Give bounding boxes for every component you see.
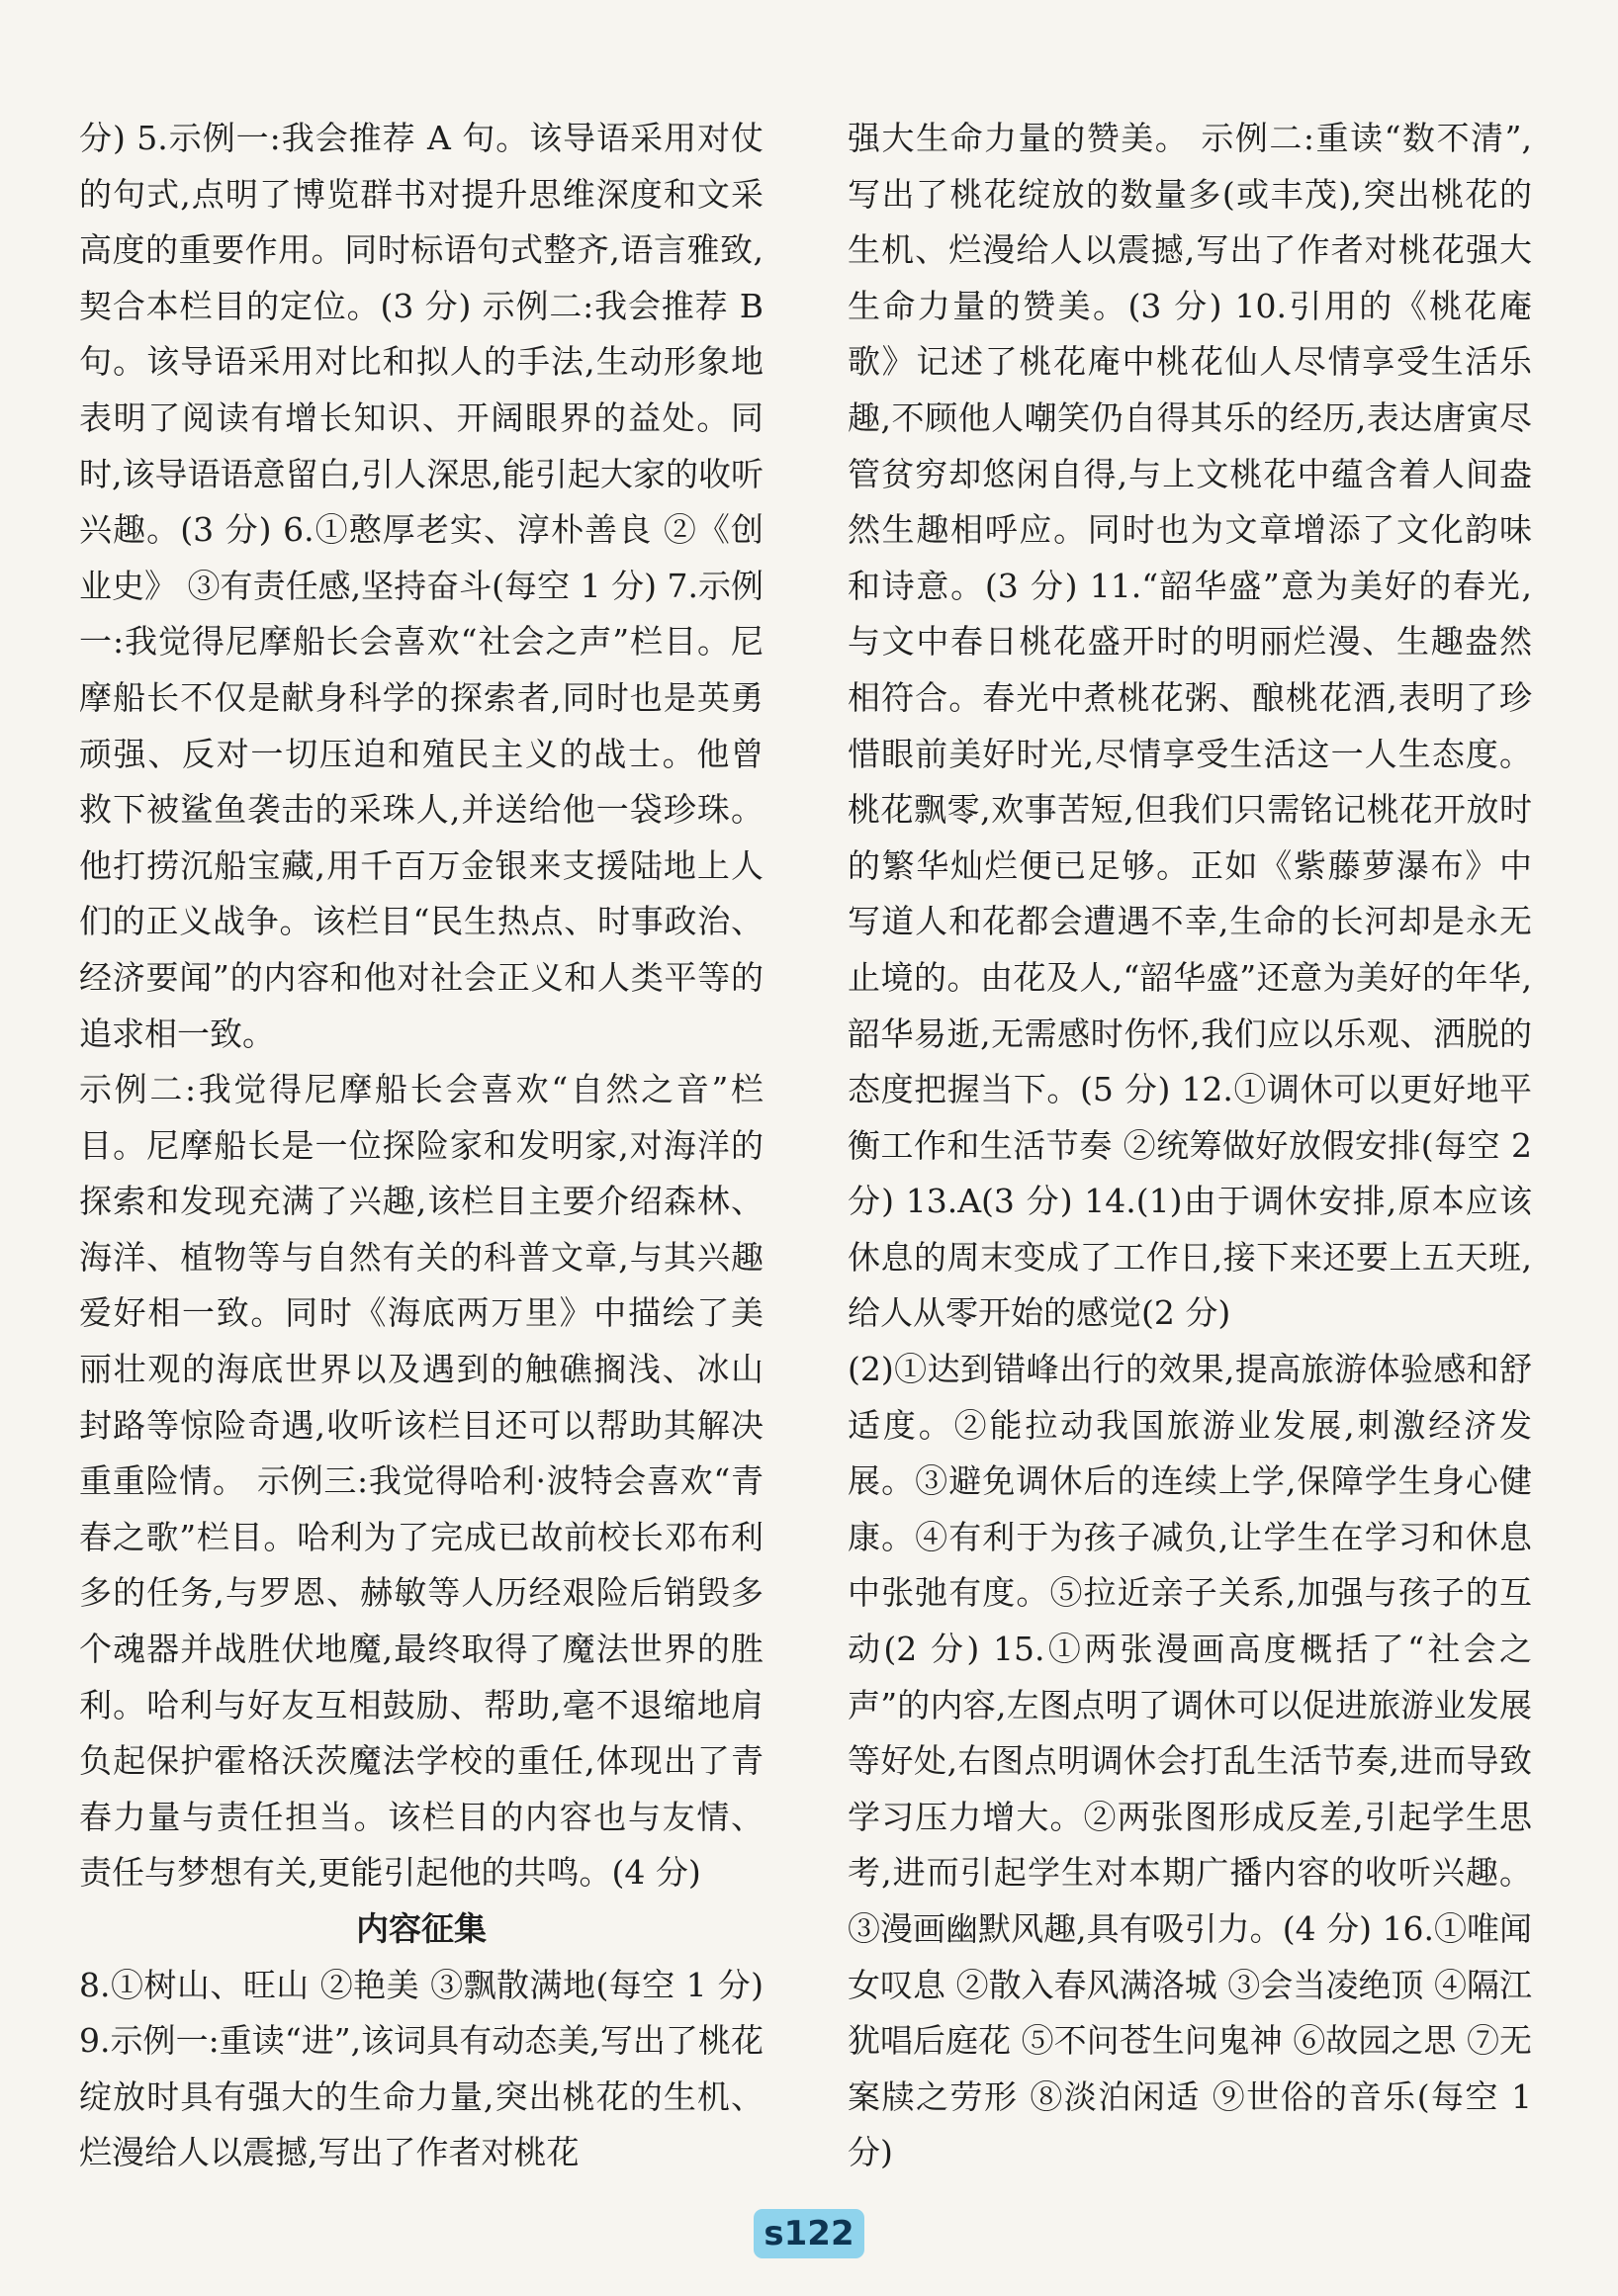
left-column <box>79 111 764 2181</box>
page-number-badge: s122 <box>754 2209 864 2258</box>
left-paragraph-2: 示例二:我觉得尼摩船长会喜欢“自然之音”栏目。尼摩船长是一位探险家和发明家,对海洋的探索和发现充满了兴趣,该栏目主要介绍森林、海洋、植物等与自然有关的科普文章,与其兴趣爱好相一致。同时《海底两万里》中描绘了美丽壮观的海底世界以及遇到的触礁搁浅、冰山封路等惊险奇遇,收听该栏目还可以帮助其解决重重险情。 示例三:我觉得哈利·波特会喜欢“青春之歌”栏目。哈利为了完成已故前校长邓布利多的任务,与罗恩、赫敏等人历经艰险后销毁多个魂器并战胜伏地魔,最终取得了魔法世界的胜利。哈利与好友互相鼓励、帮助,毫不退缩地肩负起保护霍格沃茨魔法学校的重任,体现出了青春力量与责任担当。该栏目的内容也与友情、责任与梦想有关,更能引起他的共鸣。(4 分) <box>79 1070 764 1893</box>
right-paragraph-2: (2)①达到错峰出行的效果,提高旅游体验感和舒适度。②能拉动我国旅游业发展,刺激经济发展。③避免调休后的连续上学,保障学生身心健康。④有利于为孩子减负,让学生在学习和休息中张弛有度。⑤拉近亲子关系,加强与孩子的互动(2 分) 15.①两张漫画高度概括了“社会之声”的内容,左图点明了调休可以促进旅游业发展等好处,右图点明调休会打乱生活节奏,进而导致学习压力增大。②两张图形成反差,引起学生思考,进而引起学生对本期广播内容的收听兴趣。③漫画幽默风趣,具有吸引力。(4 分) 16.①唯闻女叹息 ②散入春风满洛城 ③会当凌绝顶 ④隔江犹唱后庭花 ⑤不问苍生问鬼神 ⑥故园之思 ⑦无案牍之劳形 ⑧淡泊闲适 ⑨世俗的音乐(每空 1 分) <box>848 1350 1532 2172</box>
left-paragraph-3: 8.①树山、旺山 ②艳美 ③飘散满地(每空 1 分) 9.示例一:重读“进”,该词具有动态美,写出了桃花绽放时具有强大的生命力量,突出桃花的生机、烂漫给人以震撼,写出了作者对桃花 <box>79 1965 764 2172</box>
section-title-content-collection: 内容征集 <box>356 1909 487 1948</box>
left-paragraph-1: 分) 5.示例一:我会推荐 A 句。该导语采用对仗的句式,点明了博览群书对提升思维深度和文采高度的重要作用。同时标语句式整齐,语言雅致,契合本栏目的定位。(3 分) 示例二:我会推荐 B 句。该导语采用对比和拟人的手法,生动形象地表明了阅读有增长知识、开阔眼界的益处。同时,该导语语意留白,引人深思,能引起大家的收听兴趣。(3 分) 6.①憨厚老实、淳朴善良 ②《创业史》 ③有责任感,坚持奋斗(每空 1 分) 7.示例一:我觉得尼摩船长会喜欢“社会之声”栏目。尼摩船长不仅是献身科学的探索者,同时也是英勇顽强、反对一切压迫和殖民主义的战士。他曾救下被鲨鱼袭击的采珠人,并送给他一袋珍珠。他打捞沉船宝藏,用千百万金银来支援陆地上人们的正义战争。该栏目“民生热点、时事政治、经济要闻”的内容和他对社会正义和人类平等的追求相一致。 <box>79 119 764 1053</box>
right-column <box>848 111 1532 2181</box>
right-paragraph-1: 强大生命力量的赞美。 示例二:重读“数不清”,写出了桃花绽放的数量多(或丰茂),突出桃花的生机、烂漫给人以震撼,写出了作者对桃花强大生命力量的赞美。(3 分) 10.引用的《桃花庵歌》记述了桃花庵中桃花仙人尽情享受生活乐趣,不顾他人嘲笑仍自得其乐的经历,表达唐寅尽管贫穷却悠闲自得,与上文桃花中蕴含着人间盎然生趣相呼应。同时也为文章增添了文化韵味和诗意。(3 分) 11.“韶华盛”意为美好的春光,与文中春日桃花盛开时的明丽烂漫、生趣盎然相符合。春光中煮桃花粥、酿桃花酒,表明了珍惜眼前美好时光,尽情享受生活这一人生态度。桃花飘零,欢事苦短,但我们只需铭记桃花开放时的繁华灿烂便已足够。正如《紫藤萝瀑布》中写道人和花都会遭遇不幸,生命的长河却是永无止境的。由花及人,“韶华盛”还意为美好的年华,韶华易逝,无需感时伤怀,我们应以乐观、洒脱的态度把握当下。(5 分) 12.①调休可以更好地平衡工作和生活节奏 ②统筹做好放假安排(每空 2 分) 13.A(3 分) 14.(1)由于调休安排,原本应该休息的周末变成了工作日,接下来还要上五天班,给人从零开始的感觉(2 分) <box>848 119 1532 1333</box>
